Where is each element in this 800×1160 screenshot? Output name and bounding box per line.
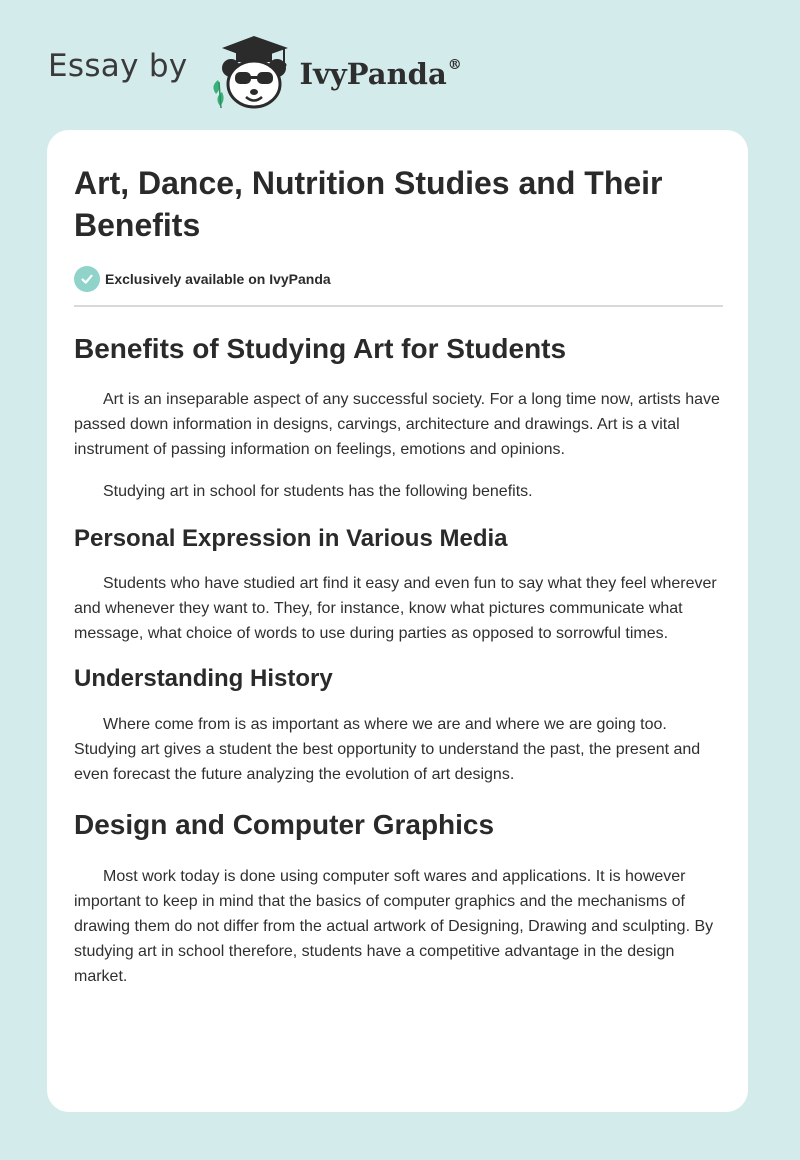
section-heading: Benefits of Studying Art for Students	[74, 333, 567, 364]
registered-mark: ®	[447, 57, 462, 74]
exclusive-label: Exclusively available on IvyPanda	[105, 271, 331, 287]
essay-content	[74, 162, 723, 989]
section-heading: Design and Computer Graphics	[74, 809, 495, 840]
paragraph: Studying art in school for students has the following benefits.	[103, 483, 533, 500]
ivypanda-logo-icon	[204, 34, 296, 110]
brand-text[interactable]: IvyPanda	[299, 57, 447, 91]
essay-card	[47, 130, 748, 1112]
paragraph: Where come from is as important as where we are and where we are going too. Studying art gives a student the best opportunity to understand the past, the present and even forecast the future analyzing the evolution of art designs.	[74, 716, 701, 783]
exclusive-badge	[74, 265, 723, 293]
divider	[74, 305, 723, 307]
site-header	[48, 34, 462, 110]
section-heading: Understanding History	[74, 665, 333, 692]
paragraph: Most work today is done using computer soft wares and applications. It is however important to keep in mind that the basics of computer graphics and the mechanisms of drawing them do not differ from the actual artwork of Designing, Drawing and sculpting. By studying art in school therefore, students have a competitive advantage in the design market.	[74, 868, 714, 985]
check-icon	[74, 266, 100, 292]
paragraph: Students who have studied art find it easy and even fun to say what they feel wherever and whenever they want to. They, for instance, know what pictures communicate what message, what choice of words to use during parties as opposed to sorrowful times.	[74, 575, 717, 642]
section-heading: Personal Expression in Various Media	[74, 525, 508, 552]
brand-name[interactable]	[300, 57, 462, 91]
paragraph: Art is an inseparable aspect of any successful society. For a long time now, artists have passed down information in designs, carvings, architecture and drawings. Art is a vital instrument of passing information on feelings, emotions and opinions.	[74, 391, 720, 458]
essay-by-label: Essay by	[48, 48, 188, 84]
essay-title: Art, Dance, Nutrition Studies and Their Benefits	[74, 165, 663, 243]
